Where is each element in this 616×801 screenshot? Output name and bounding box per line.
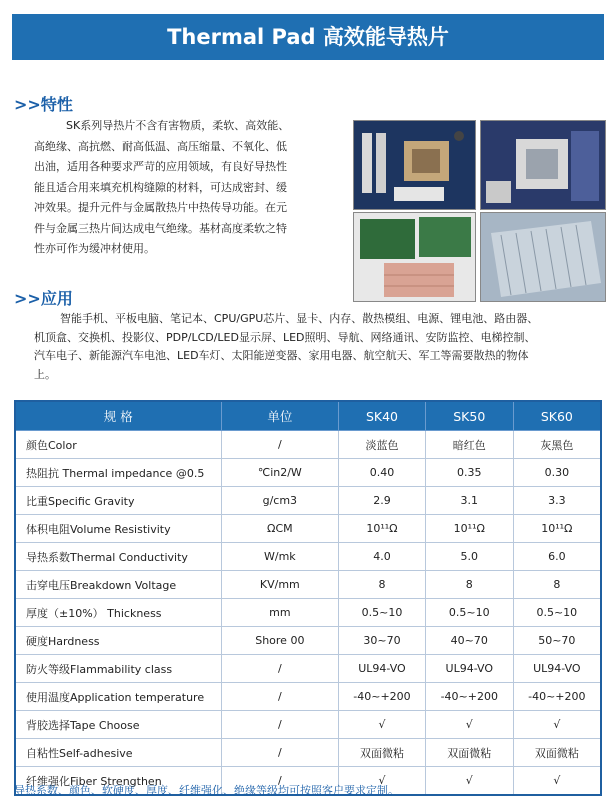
pcb-pads-photo <box>353 212 476 302</box>
table-cell: UL94-VO <box>339 655 426 683</box>
customization-note: 导热系数、颜色、软硬度、厚度、纤维强化、绝缘等级均可按照客户要求定制。 <box>14 784 399 797</box>
cpu-socket-photo <box>480 120 606 210</box>
table-cell: mm <box>221 599 338 627</box>
text-line: 出油，适用各种要求严苛的应用领域，有良好导热性 <box>34 160 287 173</box>
property-label: 体积电阻Volume Resistivity <box>15 515 221 543</box>
table-cell: UL94-VO <box>513 655 601 683</box>
spec-table-body <box>15 431 601 796</box>
table-cell: 5.0 <box>425 543 513 571</box>
features-heading: >>特性 <box>14 95 73 114</box>
table-cell: 30~70 <box>339 627 426 655</box>
table-cell: 50~70 <box>513 627 601 655</box>
table-cell: 灰黑色 <box>513 431 601 459</box>
property-label: 自粘性Self-adhesive <box>15 739 221 767</box>
heatsink-photo <box>480 212 606 302</box>
table-cell: 0.5~10 <box>339 599 426 627</box>
table-cell: 双面微粘 <box>513 739 601 767</box>
title-banner <box>12 14 604 60</box>
property-label: 纤维强化Fiber Strengthen <box>15 767 221 796</box>
column-header: SK50 <box>425 401 513 431</box>
property-label: 厚度（±10%） Thickness <box>15 599 221 627</box>
table-cell: g/cm3 <box>221 487 338 515</box>
table-cell: 10¹¹Ω <box>339 515 426 543</box>
property-label: 防火等级Flammability class <box>15 655 221 683</box>
table-cell: / <box>221 711 338 739</box>
table-cell: √ <box>339 711 426 739</box>
property-label: 硬度Hardness <box>15 627 221 655</box>
table-cell: 3.1 <box>425 487 513 515</box>
table-cell: 暗红色 <box>425 431 513 459</box>
table-cell: / <box>221 683 338 711</box>
column-header: 规 格 <box>15 401 221 431</box>
text-line: 上。 <box>34 367 56 381</box>
property-label: 导热系数Thermal Conductivity <box>15 543 221 571</box>
product-photos <box>353 120 605 300</box>
table-row <box>15 655 601 683</box>
spec-table-header <box>15 401 601 431</box>
table-cell: 8 <box>339 571 426 599</box>
table-cell: √ <box>425 711 513 739</box>
table-cell: 0.40 <box>339 459 426 487</box>
table-cell: / <box>221 767 338 796</box>
table-cell: 6.0 <box>513 543 601 571</box>
table-cell: 8 <box>425 571 513 599</box>
table-row <box>15 627 601 655</box>
table-cell: 8 <box>513 571 601 599</box>
table-cell: 淡蓝色 <box>339 431 426 459</box>
property-label: 比重Specific Gravity <box>15 487 221 515</box>
text-line: 冲效果。提升元件与金属散热片中热传导功能。在元 <box>34 201 287 214</box>
text-line: 高绝缘、高抗燃、耐高低温、高压缩量、不氧化、低 <box>34 139 287 153</box>
column-header: SK60 <box>513 401 601 431</box>
table-cell: ΩCM <box>221 515 338 543</box>
text-line: 能且适合用来填充机构缝隙的材料，可达成密封、缓 <box>34 180 287 194</box>
table-cell: 0.5~10 <box>513 599 601 627</box>
table-cell: / <box>221 739 338 767</box>
applications-text <box>34 310 604 384</box>
table-row <box>15 599 601 627</box>
table-cell: 4.0 <box>339 543 426 571</box>
table-row <box>15 543 601 571</box>
table-row <box>15 711 601 739</box>
table-cell: √ <box>513 711 601 739</box>
table-cell: UL94-VO <box>425 655 513 683</box>
text-line: SK系列导热片不含有害物质，柔软、高效能、 <box>66 119 290 132</box>
table-cell: 10¹¹Ω <box>425 515 513 543</box>
text-line: 机顶盒、交换机、投影仪、PDP/LCD/LED显示屏、LED照明、导航、网络通讯、安防监控、电梯控制、 <box>34 330 536 344</box>
table-cell: KV/mm <box>221 571 338 599</box>
table-cell: 3.3 <box>513 487 601 515</box>
table-cell: √ <box>425 767 513 796</box>
text-line: 性亦可作为缓冲材使用。 <box>34 242 155 255</box>
table-cell: ℃in2/W <box>221 459 338 487</box>
table-cell: W/mk <box>221 543 338 571</box>
table-cell: / <box>221 655 338 683</box>
property-label: 击穿电压Breakdown Voltage <box>15 571 221 599</box>
property-label: 使用温度Application temperature <box>15 683 221 711</box>
column-header: 单位 <box>221 401 338 431</box>
column-header: SK40 <box>339 401 426 431</box>
spec-table <box>14 400 602 796</box>
text-line: 件与金属三热片间达成电气绝缘。基材高度柔软之特 <box>34 221 287 235</box>
table-cell: 40~70 <box>425 627 513 655</box>
table-cell: √ <box>339 767 426 796</box>
table-cell: 2.9 <box>339 487 426 515</box>
page-title: Thermal Pad 高效能导热片 <box>167 25 449 49</box>
features-text <box>34 116 346 260</box>
table-row <box>15 683 601 711</box>
table-cell: 双面微粘 <box>339 739 426 767</box>
table-cell: -40~+200 <box>513 683 601 711</box>
property-label: 颜色Color <box>15 431 221 459</box>
applications-heading: >>应用 <box>14 289 73 308</box>
motherboard-photo <box>353 120 476 210</box>
table-row <box>15 515 601 543</box>
table-cell: Shore 00 <box>221 627 338 655</box>
table-cell: 双面微粘 <box>425 739 513 767</box>
table-row <box>15 487 601 515</box>
table-row <box>15 571 601 599</box>
table-cell: 10¹¹Ω <box>513 515 601 543</box>
property-label: 背胶选择Tape Choose <box>15 711 221 739</box>
table-cell: / <box>221 431 338 459</box>
table-cell: √ <box>513 767 601 796</box>
table-cell: 0.5~10 <box>425 599 513 627</box>
table-cell: 0.30 <box>513 459 601 487</box>
text-line: 智能手机、平板电脑、笔记本、CPU/GPU芯片、显卡、内存、散热模组、电源、锂电池、路由器、 <box>60 312 539 325</box>
text-line: 汽车电子、新能源汽车电池、LED车灯、太阳能逆变器、家用电器、航空航天、军工等需要散热的物体 <box>34 349 529 362</box>
table-row <box>15 739 601 767</box>
property-label: 热阻抗 Thermal impedance @0.5 <box>15 459 221 487</box>
table-cell: 0.35 <box>425 459 513 487</box>
table-cell: -40~+200 <box>425 683 513 711</box>
table-row <box>15 459 601 487</box>
table-row <box>15 431 601 459</box>
table-cell: -40~+200 <box>339 683 426 711</box>
